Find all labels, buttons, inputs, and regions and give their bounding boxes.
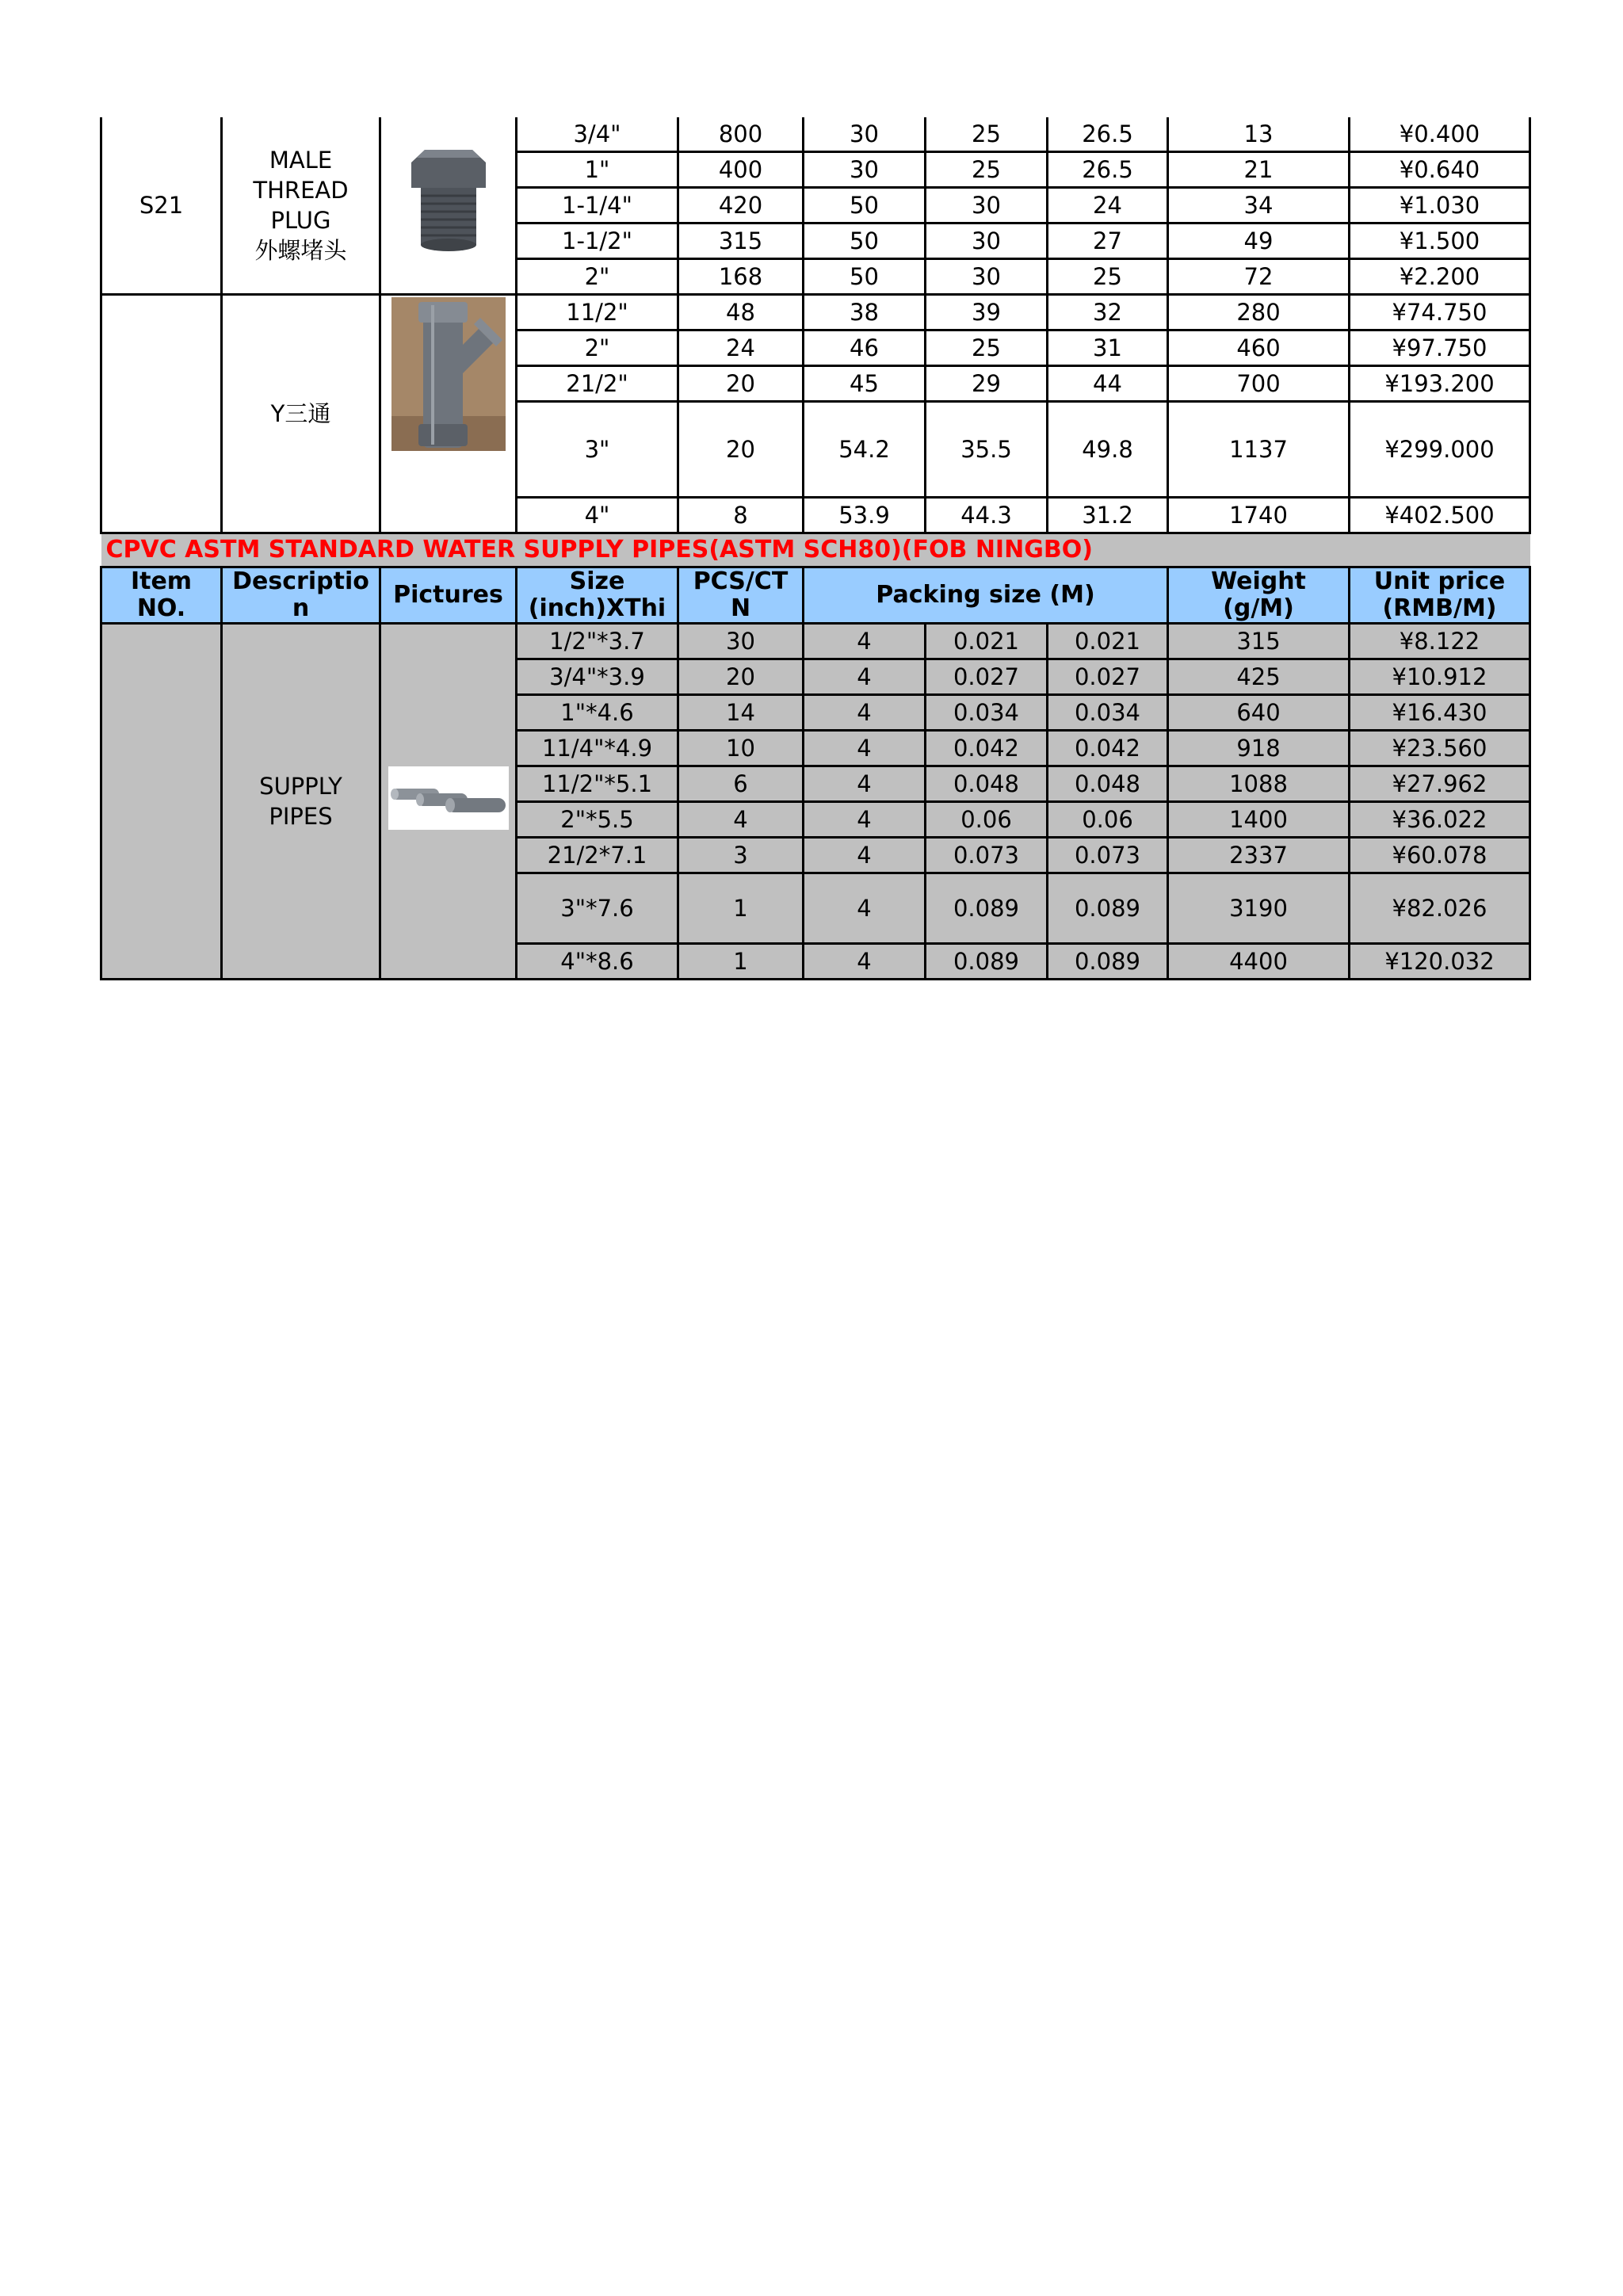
packing-cell: 29 <box>926 366 1048 402</box>
packing-cell: 49.8 <box>1048 402 1168 498</box>
weight-cell: 3190 <box>1168 873 1350 944</box>
packing-cell: 26.5 <box>1048 117 1168 152</box>
pcs-cell: 800 <box>678 117 804 152</box>
price-sheet <box>100 117 1529 980</box>
pcs-cell: 400 <box>678 152 804 188</box>
packing-cell: 25 <box>926 330 1048 366</box>
pcs-cell: 10 <box>678 731 804 766</box>
price-cell: ¥60.078 <box>1350 838 1530 873</box>
section-title: CPVC ASTM STANDARD WATER SUPPLY PIPES(ASTM SCH80)(FOB NINGBO) <box>101 533 1530 567</box>
packing-cell: 30 <box>926 223 1048 259</box>
price-table <box>100 117 1531 980</box>
weight-cell: 315 <box>1168 624 1350 659</box>
packing-cell: 0.034 <box>926 695 1048 731</box>
pcs-cell: 20 <box>678 659 804 695</box>
packing-cell: 4 <box>804 802 926 838</box>
pcs-cell: 8 <box>678 498 804 533</box>
packing-cell: 44.3 <box>926 498 1048 533</box>
packing-cell: 0.048 <box>926 766 1048 802</box>
weight-cell: 918 <box>1168 731 1350 766</box>
packing-cell: 25 <box>926 117 1048 152</box>
packing-cell: 0.089 <box>926 944 1048 980</box>
header-pcs: PCS/CT N <box>678 567 804 624</box>
packing-cell: 0.089 <box>1048 944 1168 980</box>
threaded-plug-icon <box>397 139 500 266</box>
packing-cell: 4 <box>804 766 926 802</box>
packing-cell: 0.073 <box>1048 838 1168 873</box>
packing-cell: 0.027 <box>1048 659 1168 695</box>
price-cell: ¥36.022 <box>1350 802 1530 838</box>
pcs-cell: 20 <box>678 402 804 498</box>
weight-cell: 1740 <box>1168 498 1350 533</box>
packing-cell: 26.5 <box>1048 152 1168 188</box>
price-cell: ¥193.200 <box>1350 366 1530 402</box>
pcs-cell: 1 <box>678 944 804 980</box>
packing-cell: 38 <box>804 295 926 330</box>
picture-cell <box>380 295 517 533</box>
weight-cell: 640 <box>1168 695 1350 731</box>
packing-cell: 32 <box>1048 295 1168 330</box>
picture-cell <box>380 624 517 980</box>
pcs-cell: 3 <box>678 838 804 873</box>
packing-cell: 0.06 <box>1048 802 1168 838</box>
packing-cell: 46 <box>804 330 926 366</box>
size-cell: 11/2" <box>517 295 678 330</box>
size-cell: 1-1/4" <box>517 188 678 223</box>
table-row <box>101 624 1530 659</box>
size-cell: 3" <box>517 402 678 498</box>
packing-cell: 30 <box>804 152 926 188</box>
pcs-cell: 14 <box>678 695 804 731</box>
weight-cell: 21 <box>1168 152 1350 188</box>
description-cell: MALE THREAD PLUG 外螺堵头 <box>222 117 380 295</box>
header-description: Descriptio n <box>222 567 380 624</box>
price-cell: ¥0.640 <box>1350 152 1530 188</box>
price-cell: ¥27.962 <box>1350 766 1530 802</box>
price-cell: ¥16.430 <box>1350 695 1530 731</box>
size-cell: 1" <box>517 152 678 188</box>
packing-cell: 54.2 <box>804 402 926 498</box>
packing-cell: 4 <box>804 659 926 695</box>
packing-cell: 30 <box>804 117 926 152</box>
packing-cell: 4 <box>804 944 926 980</box>
packing-cell: 44 <box>1048 366 1168 402</box>
weight-cell: 34 <box>1168 188 1350 223</box>
packing-cell: 4 <box>804 624 926 659</box>
pcs-cell: 6 <box>678 766 804 802</box>
size-cell: 21/2*7.1 <box>517 838 678 873</box>
price-cell: ¥10.912 <box>1350 659 1530 695</box>
size-cell: 2" <box>517 330 678 366</box>
size-cell: 1"*4.6 <box>517 695 678 731</box>
weight-cell: 460 <box>1168 330 1350 366</box>
packing-cell: 30 <box>926 259 1048 295</box>
packing-cell: 4 <box>804 731 926 766</box>
picture-cell <box>380 117 517 295</box>
packing-cell: 0.089 <box>926 873 1048 944</box>
packing-cell: 30 <box>926 188 1048 223</box>
weight-cell: 2337 <box>1168 838 1350 873</box>
size-cell: 3/4" <box>517 117 678 152</box>
price-cell: ¥1.500 <box>1350 223 1530 259</box>
price-cell: ¥0.400 <box>1350 117 1530 152</box>
item-no-cell: S21 <box>101 117 222 295</box>
pcs-cell: 48 <box>678 295 804 330</box>
header-unit-price: Unit price (RMB/M) <box>1350 567 1530 624</box>
weight-cell: 13 <box>1168 117 1350 152</box>
packing-cell: 0.021 <box>1048 624 1168 659</box>
packing-cell: 25 <box>926 152 1048 188</box>
weight-cell: 4400 <box>1168 944 1350 980</box>
price-cell: ¥120.032 <box>1350 944 1530 980</box>
pcs-cell: 4 <box>678 802 804 838</box>
size-cell: 11/2"*5.1 <box>517 766 678 802</box>
header-weight: Weight (g/M) <box>1168 567 1350 624</box>
y-tee-fitting-icon <box>391 297 506 451</box>
price-cell: ¥299.000 <box>1350 402 1530 498</box>
packing-cell: 0.06 <box>926 802 1048 838</box>
pcs-cell: 1 <box>678 873 804 944</box>
price-cell: ¥97.750 <box>1350 330 1530 366</box>
item-no-cell <box>101 624 222 980</box>
item-no-cell <box>101 295 222 533</box>
packing-cell: 4 <box>804 695 926 731</box>
price-cell: ¥74.750 <box>1350 295 1530 330</box>
packing-cell: 4 <box>804 838 926 873</box>
size-cell: 1-1/2" <box>517 223 678 259</box>
header-size: Size (inch)XThi <box>517 567 678 624</box>
packing-cell: 39 <box>926 295 1048 330</box>
packing-cell: 31 <box>1048 330 1168 366</box>
table-row <box>101 117 1530 152</box>
size-cell: 4" <box>517 498 678 533</box>
size-cell: 2" <box>517 259 678 295</box>
packing-cell: 4 <box>804 873 926 944</box>
packing-cell: 0.089 <box>1048 873 1168 944</box>
size-cell: 2"*5.5 <box>517 802 678 838</box>
price-cell: ¥2.200 <box>1350 259 1530 295</box>
weight-cell: 700 <box>1168 366 1350 402</box>
packing-cell: 31.2 <box>1048 498 1168 533</box>
price-cell: ¥402.500 <box>1350 498 1530 533</box>
header-pictures: Pictures <box>380 567 517 624</box>
weight-cell: 1400 <box>1168 802 1350 838</box>
weight-cell: 1088 <box>1168 766 1350 802</box>
size-cell: 3/4"*3.9 <box>517 659 678 695</box>
weight-cell: 72 <box>1168 259 1350 295</box>
pcs-cell: 420 <box>678 188 804 223</box>
packing-cell: 0.027 <box>926 659 1048 695</box>
packing-cell: 0.021 <box>926 624 1048 659</box>
size-cell: 3"*7.6 <box>517 873 678 944</box>
pcs-cell: 20 <box>678 366 804 402</box>
packing-cell: 50 <box>804 188 926 223</box>
size-cell: 21/2" <box>517 366 678 402</box>
packing-cell: 27 <box>1048 223 1168 259</box>
packing-cell: 24 <box>1048 188 1168 223</box>
packing-cell: 35.5 <box>926 402 1048 498</box>
size-cell: 11/4"*4.9 <box>517 731 678 766</box>
description-cell: Y三通 <box>222 295 380 533</box>
pcs-cell: 315 <box>678 223 804 259</box>
table-row <box>101 295 1530 330</box>
weight-cell: 425 <box>1168 659 1350 695</box>
packing-cell: 0.042 <box>926 731 1048 766</box>
price-cell: ¥8.122 <box>1350 624 1530 659</box>
weight-cell: 1137 <box>1168 402 1350 498</box>
pcs-cell: 168 <box>678 259 804 295</box>
packing-cell: 0.042 <box>1048 731 1168 766</box>
header-packing-size: Packing size (M) <box>804 567 1168 624</box>
header-item-no: Item NO. <box>101 567 222 624</box>
pvc-pipes-icon <box>388 766 509 830</box>
weight-cell: 49 <box>1168 223 1350 259</box>
weight-cell: 280 <box>1168 295 1350 330</box>
packing-cell: 25 <box>1048 259 1168 295</box>
packing-cell: 50 <box>804 259 926 295</box>
packing-cell: 0.073 <box>926 838 1048 873</box>
section-banner <box>101 533 1530 567</box>
size-cell: 1/2"*3.7 <box>517 624 678 659</box>
size-cell: 4"*8.6 <box>517 944 678 980</box>
pcs-cell: 24 <box>678 330 804 366</box>
price-cell: ¥82.026 <box>1350 873 1530 944</box>
packing-cell: 53.9 <box>804 498 926 533</box>
packing-cell: 50 <box>804 223 926 259</box>
packing-cell: 0.034 <box>1048 695 1168 731</box>
price-cell: ¥1.030 <box>1350 188 1530 223</box>
pcs-cell: 30 <box>678 624 804 659</box>
description-cell: SUPPLY PIPES <box>222 624 380 980</box>
price-cell: ¥23.560 <box>1350 731 1530 766</box>
packing-cell: 0.048 <box>1048 766 1168 802</box>
table-header <box>101 567 1530 624</box>
packing-cell: 45 <box>804 366 926 402</box>
